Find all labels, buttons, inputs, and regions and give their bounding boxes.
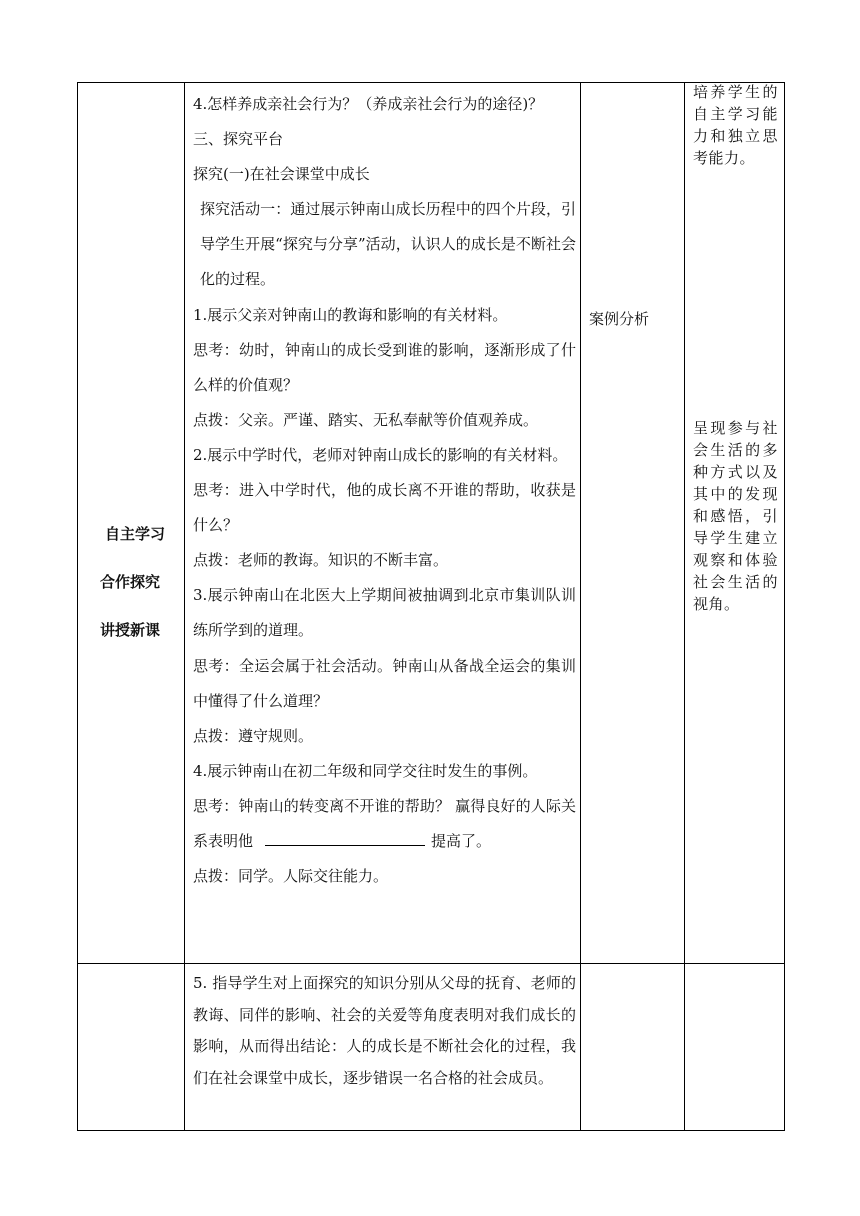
stage-label-cooperation: 合作探究 [100, 573, 161, 591]
content-line: 点拨：遵守规则。 [193, 726, 314, 745]
stage-cell [78, 964, 185, 1131]
content-text: 提高了。 [431, 831, 492, 850]
content-line: 2.展示中学时代，老师对钟南山成长的影响的有关材料。 [193, 445, 568, 464]
stage-cell [78, 83, 185, 964]
content-text: 思考：钟南山的转变离不开谁的帮助？ 赢得良好的人际关系表明他 [193, 796, 576, 850]
conclusion-content [185, 964, 580, 1094]
intent-cell [685, 83, 785, 964]
content-line: 4.展示钟南山在初二年级和同学交往时发生的事例。 [193, 761, 538, 780]
content-cell [185, 964, 581, 1131]
table-row [78, 964, 785, 1131]
content-line: 思考：进入中学时代，他的成长离不开谁的帮助，收获是什么？ [193, 481, 576, 535]
content-line: 思考：全运会属于社会活动。钟南山从备战全运会的集训中懂得了什么道理？ [193, 656, 576, 710]
content-line: 三、探究平台 [193, 130, 284, 149]
content-line: 点拨：父亲。严谨、踏实、无私奉献等价值观养成。 [193, 410, 539, 429]
content-line: 1.展示父亲对钟南山的教诲和影响的有关材料。 [193, 305, 508, 324]
content-cell [185, 83, 581, 964]
content-line: 探究活动一：通过展示钟南山成长历程中的四个片段，引导学生开展“探究与分享”活动，认识人的成长是不断社会化的过程。 [200, 200, 576, 289]
content-line: 探究(一)在社会课堂中成长 [193, 165, 370, 184]
content-line-with-blank [193, 789, 576, 859]
content-line: 思考：幼时，钟南山的成长受到谁的影响，逐渐形成了什么样的价值观？ [193, 340, 576, 394]
method-cell [581, 83, 685, 964]
content-line: 点拨：老师的教诲。知识的不断丰富。 [193, 551, 449, 570]
content-line: 点拨：同学。人际交往能力。 [193, 867, 389, 886]
content-line: 3.展示钟南山在北医大上学期间被抽调到北京市集训队训练所学到的道理。 [193, 586, 576, 640]
stage-label-new-lesson: 讲授新课 [100, 621, 161, 639]
stage-label-self-study: 自主学习 [105, 525, 166, 543]
stage-labels [78, 525, 184, 639]
conclusion-text: 5. 指导学生对上面探究的知识分别从父母的抚育、老师的教诲、同伴的影响、社会的关爱等角度表明对我们成长的影响，从而得出结论：人的成长是不断社会化的过程，我们在社会课堂中成长，逐步错误一名合格的社会成员。 [193, 974, 576, 1087]
lesson-table [77, 82, 785, 1131]
design-intent-note: 呈现参与社会生活的多种方式以及其中的发现和感悟，引导学生建立观察和体验社会生活的视角。 [693, 419, 778, 613]
method-cell [581, 964, 685, 1131]
design-intent-note: 培养学生的自主学习能力和独立思考能力。 [693, 83, 778, 167]
table-row [78, 83, 785, 964]
content-line: 4.怎样养成亲社会行为？（养成亲社会行为的途径)？ [193, 95, 544, 113]
intent-cell [685, 964, 785, 1131]
teaching-content [185, 83, 580, 894]
method-label: 案例分析 [589, 310, 650, 328]
fill-in-blank[interactable] [265, 825, 425, 846]
